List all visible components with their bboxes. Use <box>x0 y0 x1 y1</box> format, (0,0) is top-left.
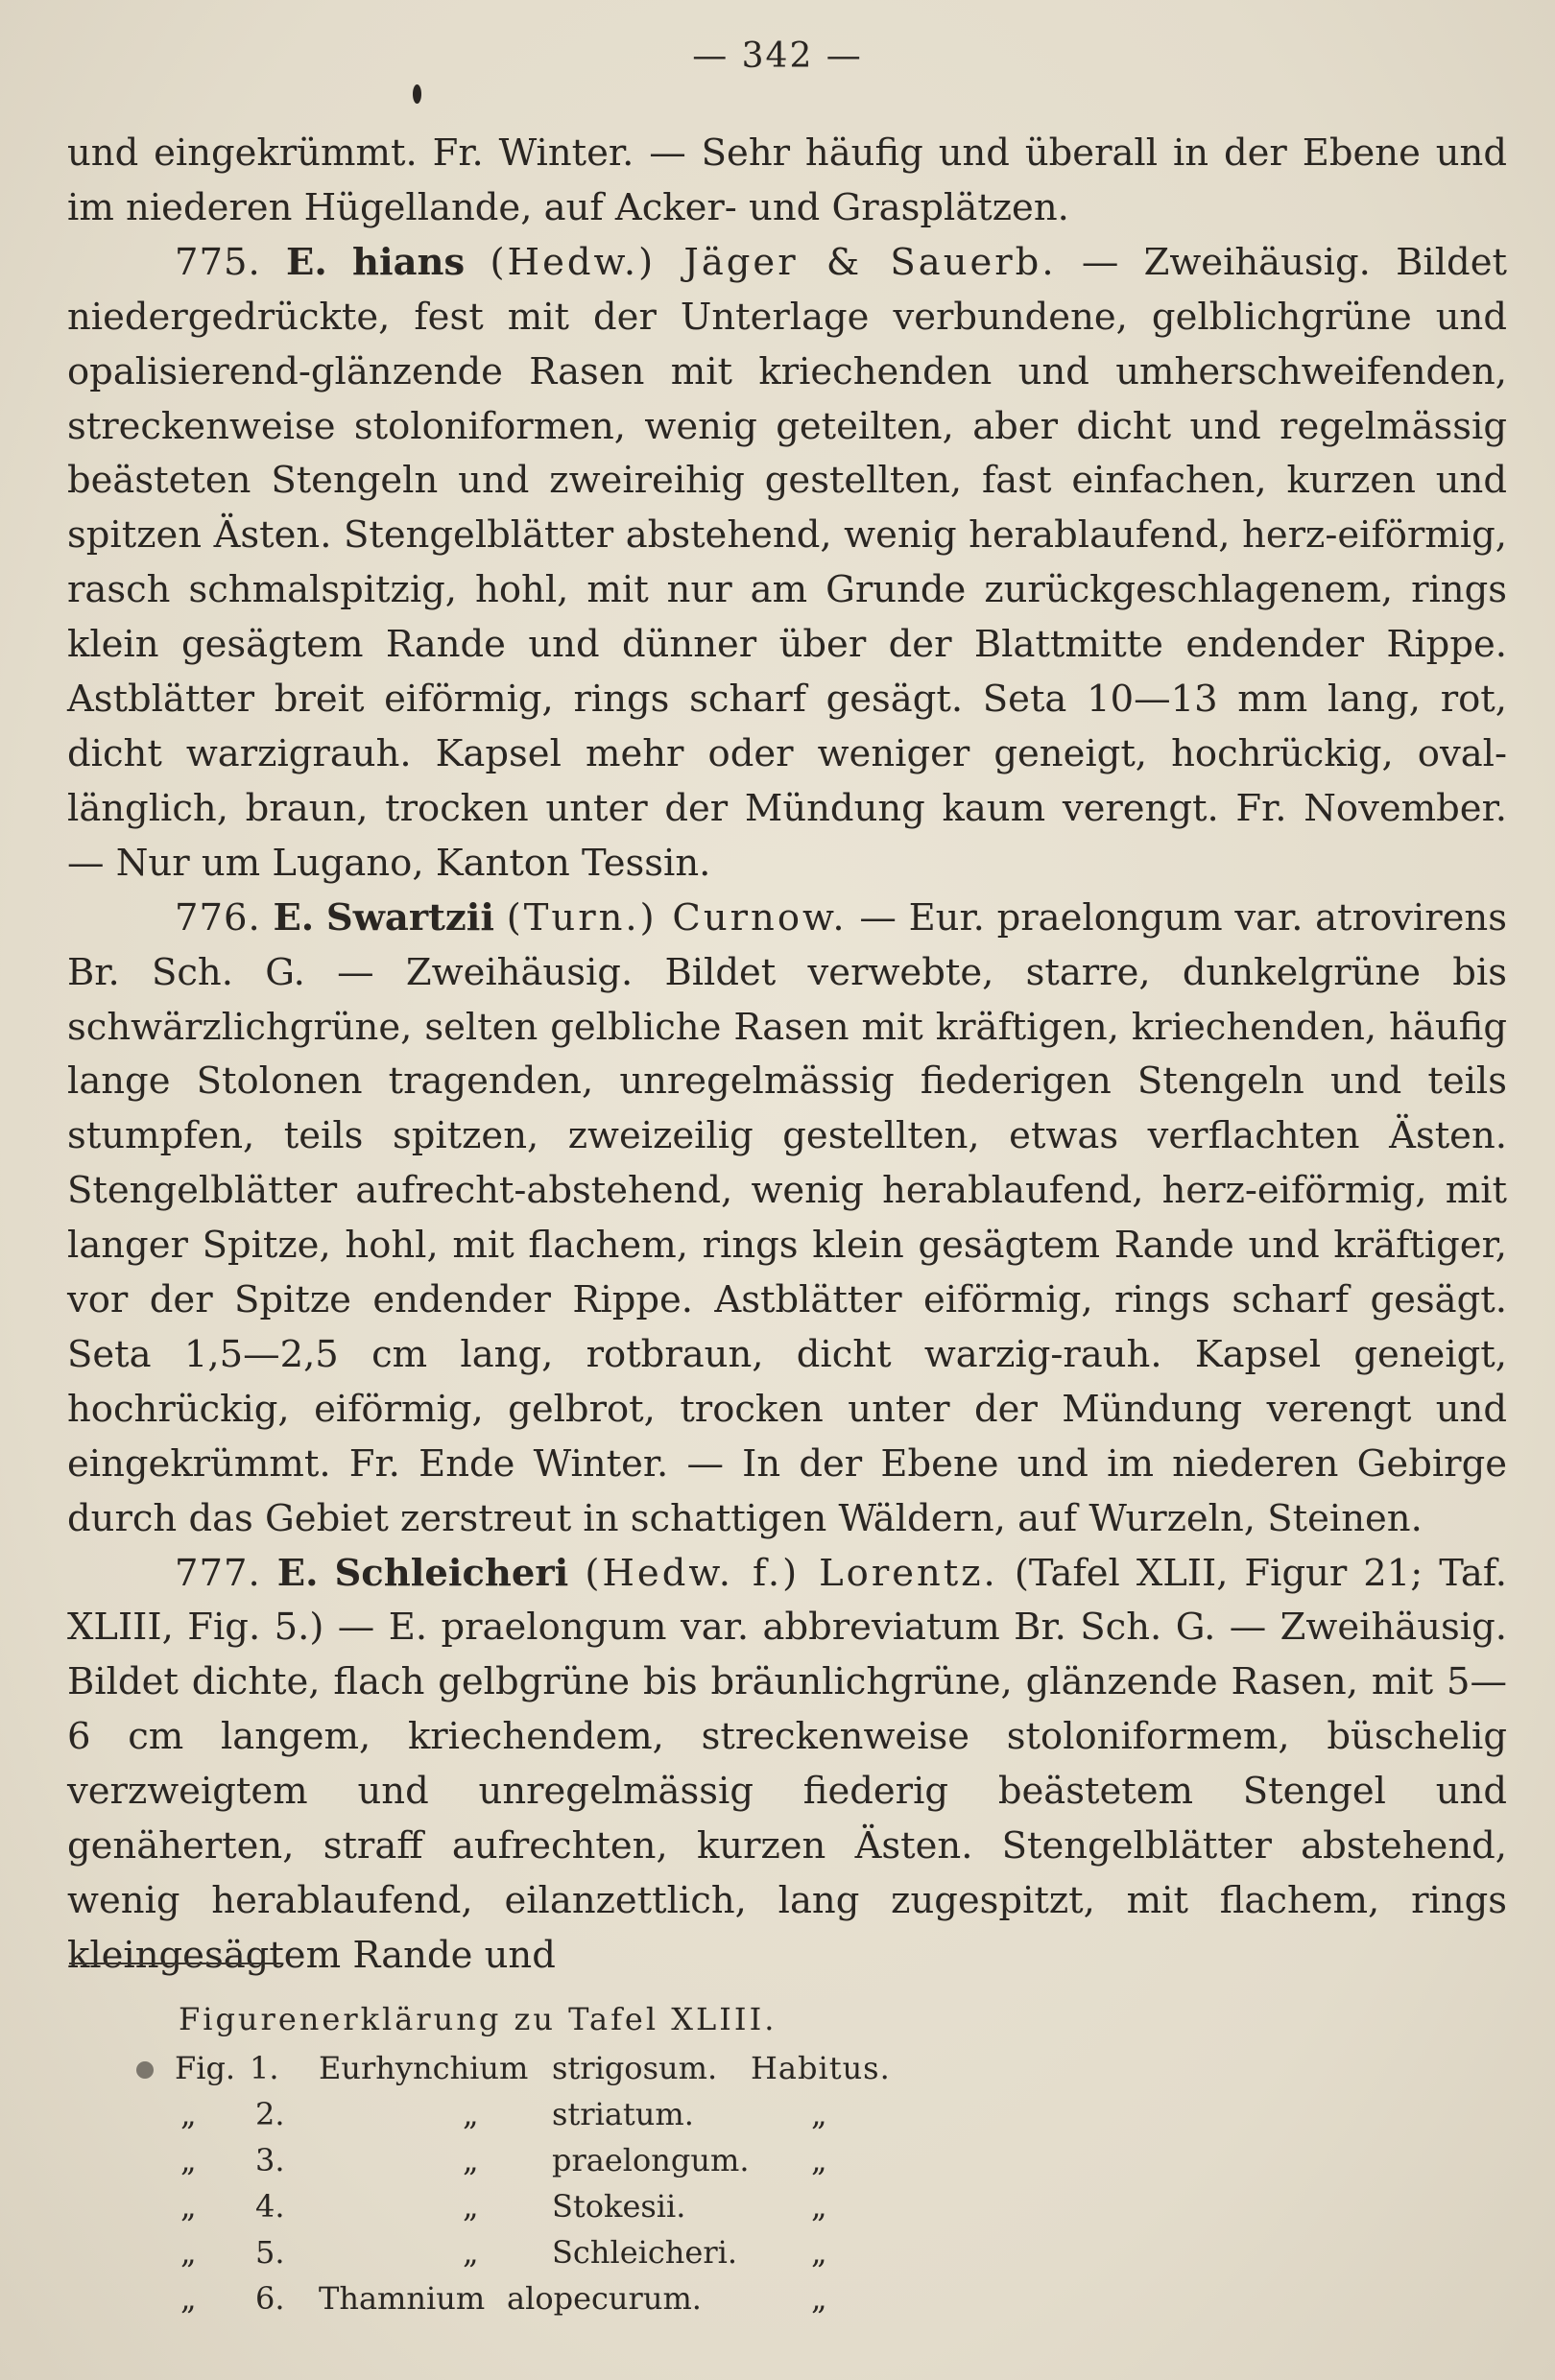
figure-prefix: „ <box>180 2142 197 2178</box>
figure-species: alopecurum. <box>507 2280 702 2317</box>
figure-note: „ <box>811 2234 827 2271</box>
page-number: — 342 — <box>692 36 863 76</box>
entry-genus: E. <box>285 240 327 284</box>
entry-description: — Eur. praelongum var. atrovirens Br. Sch. G. — Zweihäusig. Bildet verwebte, starre, dunkelgrüne bis schwärzlichgrüne, selten gelbliche Rasen mit kräftigen, kriechenden, häufig lange Stolonen tragenden, unregelmässig fiederigen Stengeln und teils stumpfen, teils spitzen, zweizeilig gestellten, etwas verflachten Ästen. Stengelblätter aufrecht-abstehend, wenig herablaufend, herz-eiförmig, mit langer Spitze, hohl, mit flachem, rings klein gesägtem Rande und kräftiger, vor der Spitze endender Rippe. Astblätter eiförmig, rings scharf gesägt. Seta 1,5—2,5 cm lang, rotbraun, dicht warzig-rauh. Kapsel geneigt, hochrückig, eiförmig, gelbrot, trocken unter der Mündung verengt und eingekrümmt. Fr. Ende Winter. — In der Ebene und im niederen Gebirge durch das Gebiet zerstreut in schattigen Wäldern, auf Wurzeln, Steinen. <box>67 895 1507 1540</box>
entry-species: Schleicheri <box>334 1551 569 1595</box>
figure-row <box>67 2137 1507 2183</box>
figure-genus: Eurhynchium <box>319 2050 529 2086</box>
entry-description: (Tafel XLII, Figur 21; Taf. XLIII, Fig. 5.) — E. praelongum var. abbreviatum Br. Sch. G. — Zweihäusig. Bildet dichte, flach gelbgrüne bis bräunlichgrüne, glänzende Rasen, mit 5—6 cm langem, kriechendem, streckenweise stoloniformem, büschelig verzweigtem und unregelmässig fiederig beästetem Stengel und genäherten, straff aufrechten, kurzen Ästen. Stengelblätter abstehend, wenig herablaufend, eilanzettlich, lang zugespitzt, mit flachem, rings kleingesägtem Rande und <box>67 1551 1508 1977</box>
figure-number: 4. <box>255 2188 285 2225</box>
entry-species: hians <box>351 240 466 284</box>
figure-number: 1. <box>250 2050 279 2086</box>
figure-row <box>67 2183 1507 2229</box>
figure-number: 3. <box>255 2142 285 2178</box>
body-text <box>67 127 1507 1984</box>
entry-number: 777. <box>175 1551 261 1595</box>
entry-genus: E. <box>276 1551 319 1595</box>
figure-row <box>67 2275 1507 2321</box>
entry-genus: E. <box>273 895 315 940</box>
figure-legend <box>67 1996 1507 2321</box>
figure-prefix: „ <box>180 2234 197 2271</box>
figure-number: 2. <box>255 2096 285 2132</box>
figure-species: strigosum. <box>552 2050 718 2086</box>
figure-row <box>67 2045 1507 2091</box>
figure-genus: „ <box>463 2234 479 2271</box>
figure-prefix: Fig. <box>175 2050 236 2086</box>
figure-row <box>67 2229 1507 2275</box>
figure-species: praelongum. <box>552 2142 750 2178</box>
species-entry-777 <box>67 1547 1507 1984</box>
figure-note: „ <box>811 2280 827 2317</box>
figure-prefix: „ <box>180 2096 197 2132</box>
figure-species: Stokesii. <box>552 2188 686 2225</box>
figure-prefix: „ <box>180 2280 197 2317</box>
species-entry-776 <box>67 892 1507 1547</box>
entry-authority: (Hedw. f.) Lorentz. <box>585 1551 998 1595</box>
figure-note: Habitus. <box>751 2050 891 2086</box>
figure-genus: „ <box>463 2188 479 2225</box>
figure-genus: „ <box>463 2096 479 2132</box>
entry-number: 776. <box>175 895 261 940</box>
species-entry-775 <box>67 236 1507 892</box>
entry-authority: (Hedw.) Jäger & Sauerb. <box>490 240 1057 284</box>
figure-note: „ <box>811 2096 827 2132</box>
ink-speck <box>413 84 421 104</box>
figure-genus: „ <box>463 2142 479 2178</box>
figure-species: Schleicheri. <box>552 2234 738 2271</box>
figure-legend-heading: Figurenerklärung zu Tafel XLIII. <box>179 2001 778 2037</box>
entry-authority: (Turn.) Curnow. <box>506 895 848 940</box>
figure-species: striatum. <box>552 2096 694 2132</box>
figure-number: 5. <box>255 2234 285 2271</box>
figure-row <box>67 2091 1507 2137</box>
continuation-text: und eingekrümmt. Fr. Winter. — Sehr häufig und überall in der Ebene und im niederen Hügellande, auf Acker- und Grasplätzen. <box>67 131 1507 229</box>
figure-note: „ <box>811 2188 827 2225</box>
figure-genus: Thamnium <box>319 2280 486 2317</box>
figure-number: 6. <box>255 2280 285 2317</box>
figure-prefix: „ <box>180 2188 197 2225</box>
entry-description: — Zweihäusig. Bildet niedergedrückte, fest mit der Unterlage verbundene, gelblichgrüne und opalisierend-glänzende Rasen mit kriechenden und umherschweifenden, streckenweise stoloniformen, wenig geteilten, aber dicht und regelmässig beästeten Stengeln und zweireihig gestellten, fast einfachen, kurzen und spitzen Ästen. Stengelblätter abstehend, wenig herablaufend, herz-eiförmig, rasch schmalspitzig, hohl, mit nur am Grunde zurückgeschlagenem, rings klein gesägtem Rande und dünner über der Blattmitte endender Rippe. Astblätter breit eiförmig, rings scharf gesägt. Seta 10—13 mm lang, rot, dicht warzigrauh. Kapsel mehr oder weniger geneigt, hochrückig, oval-länglich, braun, trocken unter der Mündung kaum verengt. Fr. November. — Nur um Lugano, Kanton Tessin. <box>67 240 1507 885</box>
footnote-divider <box>69 1963 282 1964</box>
entry-species: Swartzii <box>325 895 494 940</box>
figure-note: „ <box>811 2142 827 2178</box>
paragraph-continuation <box>67 127 1507 236</box>
entry-number: 775. <box>175 240 261 284</box>
ink-speck <box>136 2061 154 2079</box>
